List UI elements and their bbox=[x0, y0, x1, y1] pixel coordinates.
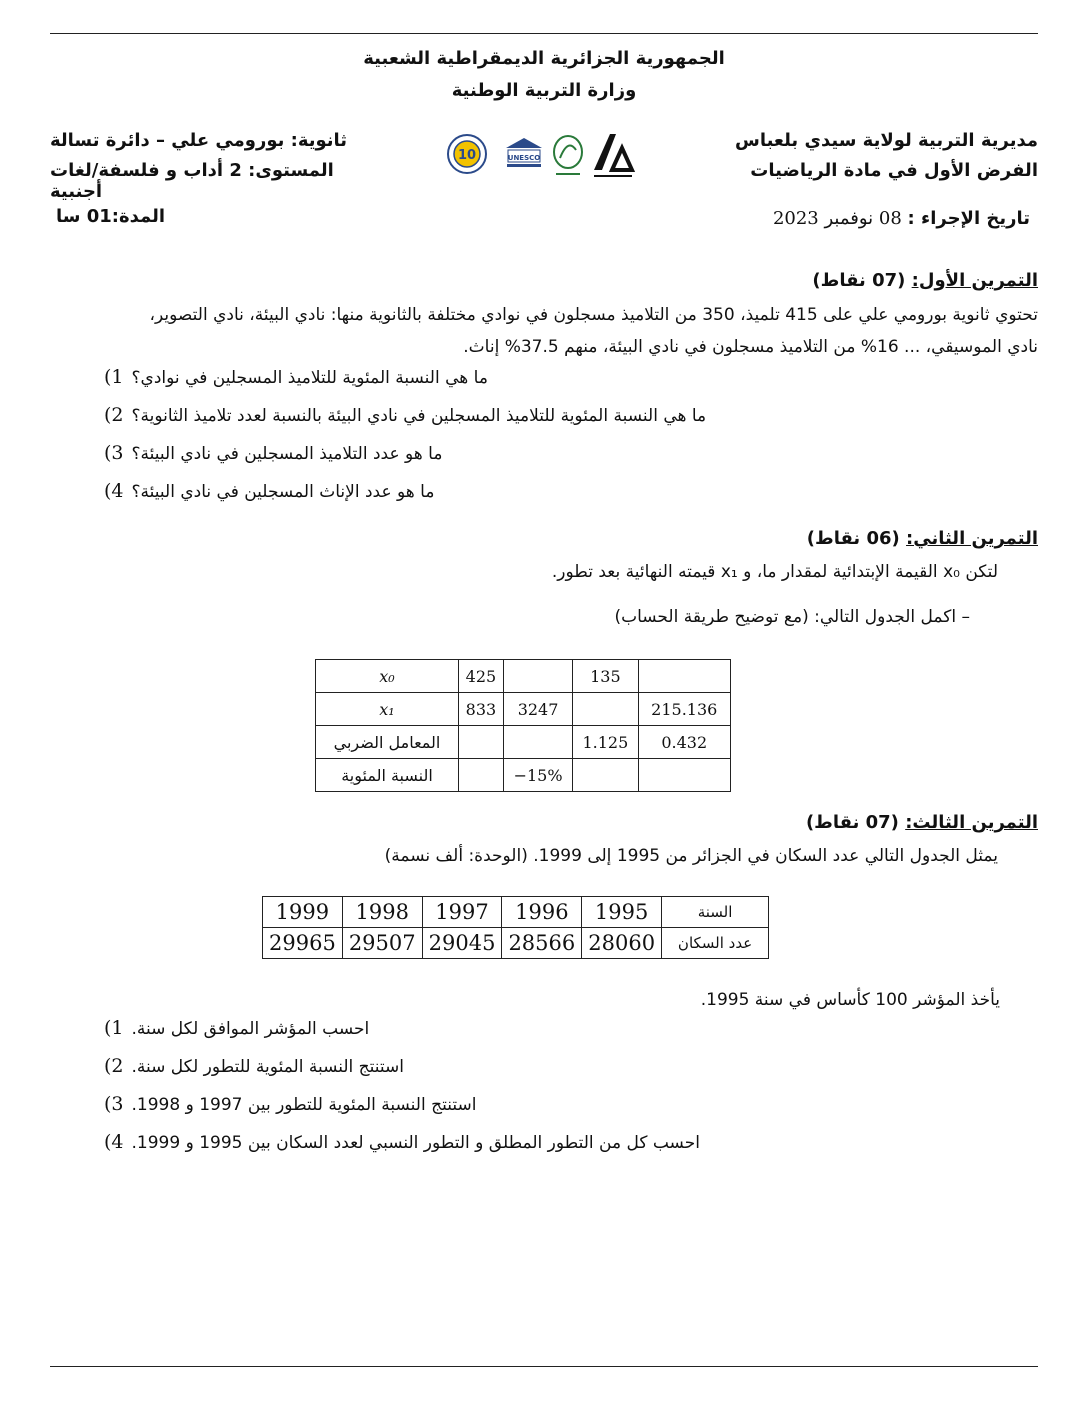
row-label: x₀ bbox=[316, 660, 459, 693]
ex3-table bbox=[262, 896, 769, 959]
ex2-title: التمرين الثاني: bbox=[906, 528, 1038, 549]
table-row bbox=[263, 928, 769, 959]
table-cell: 0.432 bbox=[638, 726, 730, 759]
year-cell: 1999 bbox=[263, 897, 343, 928]
question: 1) ما هي النسبة المئوية للتلاميذ المسجلين في نوادي؟ bbox=[104, 366, 488, 388]
environment-club-logo bbox=[550, 132, 586, 182]
population-cell: 28060 bbox=[582, 928, 662, 959]
table-cell: 3247 bbox=[503, 693, 572, 726]
population-row-label: عدد السكان bbox=[662, 928, 769, 959]
anniversary-10-logo bbox=[446, 133, 488, 179]
ex1-heading bbox=[538, 270, 1038, 291]
table-cell: 215.136 bbox=[638, 693, 730, 726]
question: 1) احسب المؤشر الموافق لكل سنة. bbox=[104, 1017, 370, 1039]
directorate: مديرية التربية لولاية سيدي بلعباس bbox=[734, 130, 1038, 151]
exam-title: الفرض الأول في مادة الرياضيات bbox=[750, 160, 1038, 181]
ex3-points: (07 نقاط) bbox=[805, 812, 899, 833]
table-row bbox=[316, 660, 731, 693]
table-cell: 425 bbox=[459, 660, 504, 693]
ex1-line2: نادي الموسيقي، ... 16% من التلاميذ مسجلون في نادي البيئة، منهم 37.5% إناث. bbox=[463, 337, 1038, 357]
top-rule bbox=[50, 33, 1038, 34]
population-cell: 29045 bbox=[422, 928, 502, 959]
table-row bbox=[263, 897, 769, 928]
population-cell: 28566 bbox=[502, 928, 582, 959]
country-title: الجمهورية الجزائرية الديمقراطية الشعبية bbox=[363, 48, 725, 69]
question: 3) ما هو عدد التلاميذ المسجلين في نادي البيئة؟ bbox=[104, 442, 443, 464]
ex3-note: يأخذ المؤشر 100 كأساس في سنة 1995. bbox=[700, 990, 1000, 1010]
school-name: ثانوية: بورومي علي – دائرة تسالة bbox=[50, 130, 348, 151]
question: 2) ما هي النسبة المئوية للتلاميذ المسجلين في نادي البيئة بالنسبة لعدد تلاميذ الثانوية؟ bbox=[104, 404, 707, 426]
population-cell: 29507 bbox=[342, 928, 422, 959]
unesco-logo bbox=[504, 136, 544, 176]
table-cell: 135 bbox=[573, 660, 638, 693]
ex2-task: – اكمل الجدول التالي: (مع توضيح طريقة الحساب) bbox=[614, 607, 970, 627]
ex2-heading bbox=[538, 528, 1038, 549]
level: المستوى: 2 أداب و فلسفة/لغات أجنبية bbox=[50, 160, 334, 202]
ex1-title: التمرين الأول: bbox=[911, 270, 1038, 291]
ex3-title: التمرين الثالث: bbox=[905, 812, 1038, 833]
exam-date bbox=[610, 208, 1030, 229]
table-row bbox=[316, 693, 731, 726]
table-cell bbox=[638, 660, 730, 693]
ministry-title: وزارة التربية الوطنية bbox=[451, 80, 637, 101]
date-label: تاريخ الإجراء : bbox=[907, 208, 1030, 229]
ex3-intro: يمثل الجدول التالي عدد السكان في الجزائر من 1995 إلى 1999. (الوحدة: ألف نسمة) bbox=[384, 846, 998, 866]
ex3-heading bbox=[538, 812, 1038, 833]
date-value: 08 نوفمبر 2023 bbox=[772, 208, 902, 229]
table-cell: −15% bbox=[503, 759, 572, 792]
question: 4) احسب كل من التطور المطلق و التطور النسبي لعدد السكان بين 1995 و 1999. bbox=[104, 1131, 700, 1153]
question: 2) استنتج النسبة المئوية للتطور لكل سنة. bbox=[104, 1055, 405, 1077]
question: 4) ما هو عدد الإناث المسجلين في نادي البيئة؟ bbox=[104, 480, 435, 502]
table-cell bbox=[573, 693, 638, 726]
table-cell bbox=[459, 759, 504, 792]
svg-text:UNESCO: UNESCO bbox=[507, 154, 541, 162]
table-row bbox=[316, 759, 731, 792]
ex2-table bbox=[315, 659, 731, 792]
population-cell: 29965 bbox=[263, 928, 343, 959]
table-cell bbox=[503, 726, 572, 759]
table-cell bbox=[573, 759, 638, 792]
row-label: المعامل الضربي bbox=[316, 726, 459, 759]
svg-text:10: 10 bbox=[457, 148, 477, 163]
question: 3) استنتج النسبة المئوية للتطور بين 1997 و 1998. bbox=[104, 1093, 477, 1115]
exam-duration: المدة:01 سا bbox=[56, 206, 166, 227]
year-row-label: السنة bbox=[662, 897, 769, 928]
table-row bbox=[316, 726, 731, 759]
ex2-intro: لتكن x₀ القيمة الإبتدائية لمقدار ما، و x₁ قيمته النهائية بعد تطور. bbox=[551, 562, 998, 582]
ex1-line1: تحتوي ثانوية بورومي علي على 415 تلميذ، 350 من التلاميذ مسجلون في نوادي مختلفة بالثانوية منها: نادي البيئة، نادي التصوير، bbox=[149, 305, 1038, 325]
year-cell: 1998 bbox=[342, 897, 422, 928]
year-cell: 1997 bbox=[422, 897, 502, 928]
year-cell: 1995 bbox=[582, 897, 662, 928]
ex1-questions bbox=[104, 366, 984, 518]
bottom-rule bbox=[50, 1366, 1038, 1367]
table-cell: 833 bbox=[459, 693, 504, 726]
table-cell bbox=[459, 726, 504, 759]
row-label: النسبة المئوية bbox=[316, 759, 459, 792]
table-cell: 1.125 bbox=[573, 726, 638, 759]
ex3-questions bbox=[104, 1017, 984, 1169]
la-logo bbox=[590, 130, 636, 184]
row-label: x₁ bbox=[316, 693, 459, 726]
table-cell bbox=[638, 759, 730, 792]
year-cell: 1996 bbox=[502, 897, 582, 928]
ex2-points: (06 نقاط) bbox=[806, 528, 900, 549]
ex1-points: (07 نقاط) bbox=[812, 270, 906, 291]
table-cell bbox=[503, 660, 572, 693]
